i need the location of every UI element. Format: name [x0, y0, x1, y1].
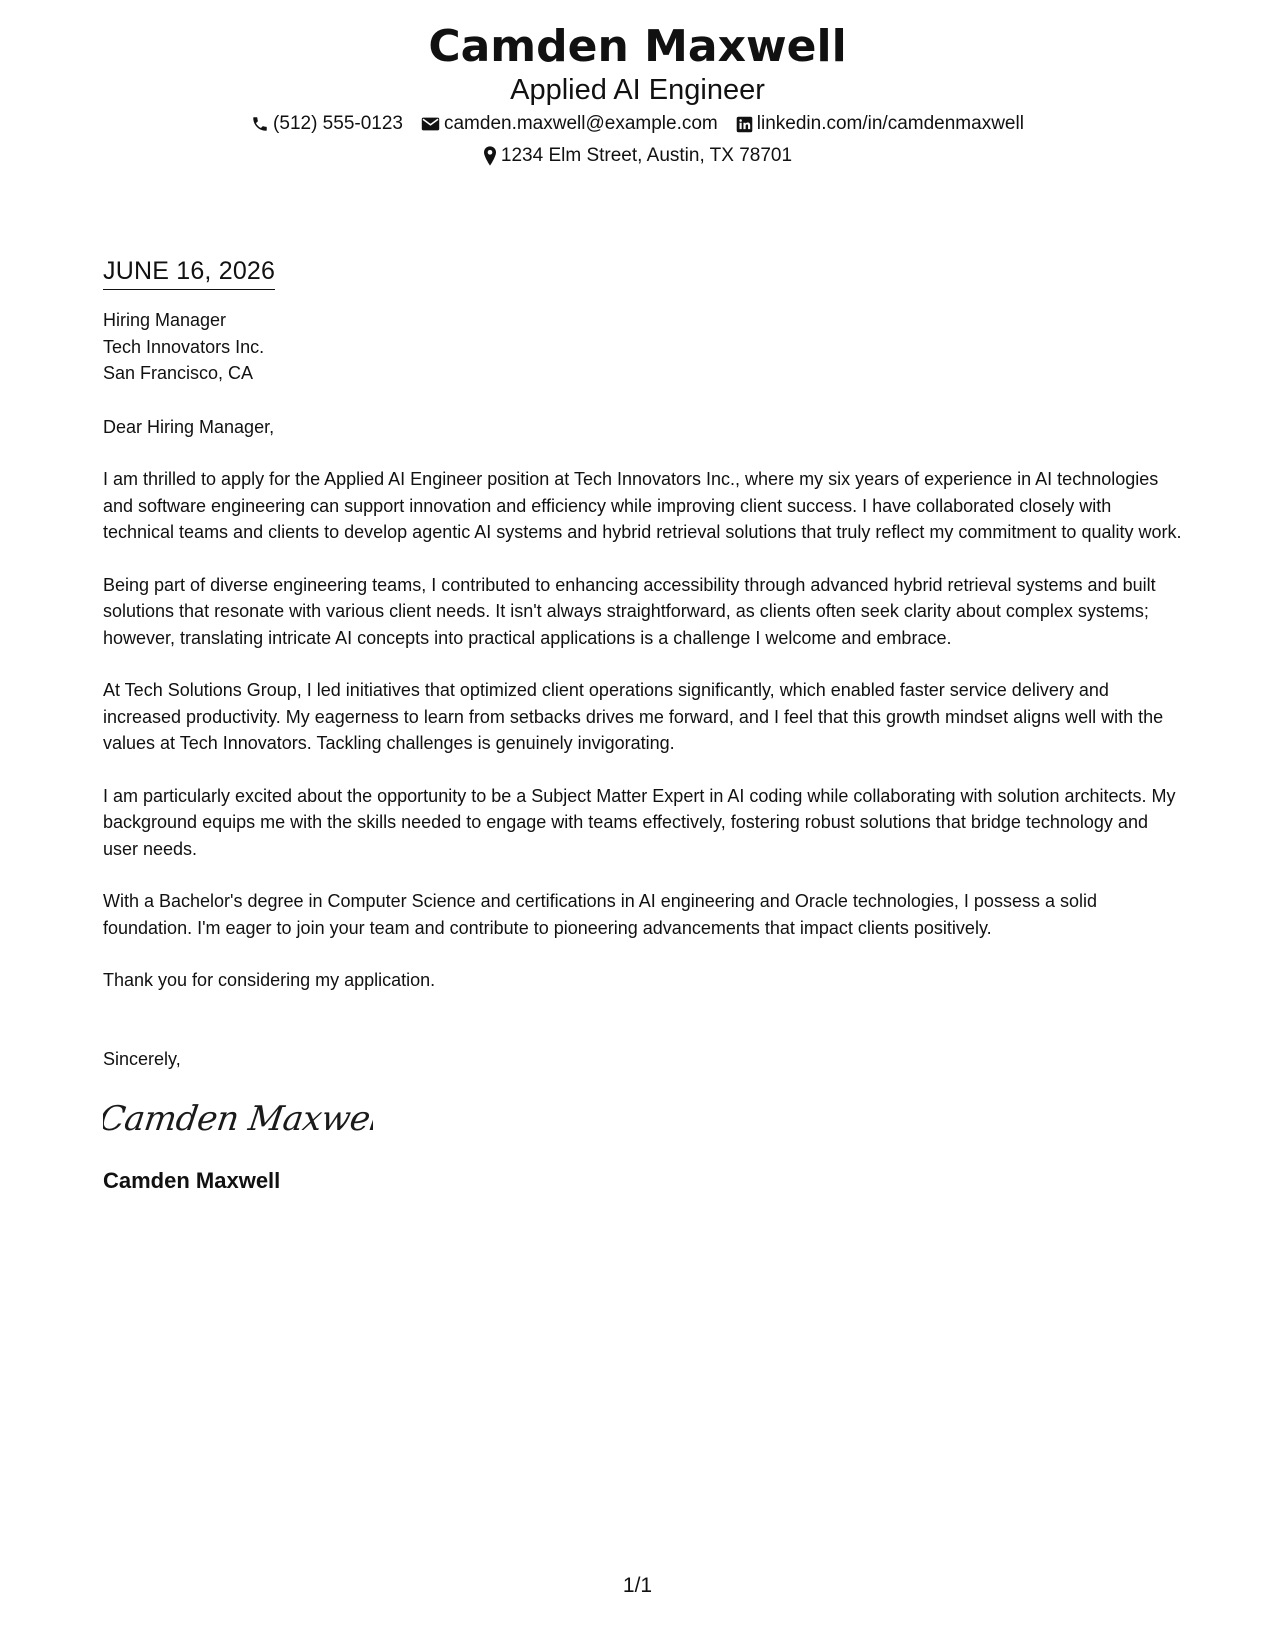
email-link[interactable]: camden.maxwell@example.com	[443, 113, 718, 134]
contact-linkedin[interactable]	[736, 110, 1024, 138]
paragraph-text: I am thrilled to apply for the Applied AI Engineer position at Tech Innovators Inc., where my six years of experience in AI technologies and software engineering can support innovation and efficiency while improving client success. I have collaborated closely with technical teams and clients to develop agentic AI systems and hybrid retrieval solutions that truly reflect my commitment to quality work.	[103, 469, 1182, 542]
applicant-name: Camden Maxwell	[428, 21, 847, 72]
paragraph-6	[103, 967, 1183, 994]
envelope-icon	[421, 116, 440, 132]
recipient-title: Hiring Manager	[103, 310, 227, 330]
linkedin-link[interactable]: linkedin.com/in/camdenmaxwell	[756, 113, 1024, 134]
linkedin-icon	[736, 116, 753, 133]
contact-phone	[251, 110, 403, 138]
paragraph-text: Being part of diverse engineering teams, I contributed to enhancing accessibility through advanced hybrid retrieval systems and built solutions that resonate with various client needs. It isn't always straightforward, as clients often seek clarity about complex systems; however, translating intricate AI concepts into practical applications is a challenge I welcome and embrace.	[103, 574, 1156, 648]
handwritten-signature	[103, 1092, 1183, 1146]
contact-address	[483, 142, 792, 170]
salutation: Dear Hiring Manager,	[103, 416, 275, 437]
applicant-role: Applied AI Engineer	[510, 74, 765, 106]
paragraph-2	[103, 572, 1183, 652]
paragraph-text: I am particularly excited about the opportunity to be a Subject Matter Expert in AI coding while collaborating with solution architects. My background equips me with the skills needed to engage with teams effectively, fostering robust solutions that bridge technology and user needs.	[103, 785, 1176, 859]
map-pin-icon	[483, 146, 497, 166]
paragraph-4	[103, 783, 1183, 863]
signer-name: Camden Maxwell	[103, 1168, 281, 1193]
signature-glyphs: Camden Maxwell	[103, 1099, 373, 1139]
paragraph-text: Thank you for considering my application.	[103, 970, 436, 990]
phone-icon	[251, 115, 269, 133]
paragraph-text: At Tech Solutions Group, I led initiatives that optimized client operations significantly, which enabled faster service delivery and increased productivity. My eagerness to learn from setbacks drives me forward, and I feel that this growth mindset aligns well with the values at Tech Innovators. Tackling challenges is genuinely invigorating.	[103, 680, 1164, 753]
recipient-company: Tech Innovators Inc.	[103, 336, 265, 357]
paragraph-1	[103, 466, 1183, 546]
closing: Sincerely,	[103, 1048, 181, 1069]
contact-row-secondary	[0, 142, 1275, 170]
paragraph-text: With a Bachelor's degree in Computer Science and certifications in AI engineering and Oracle technologies, I possess a solid foundation. I'm eager to join your team and contribute to pioneering advancements that impact clients positively.	[103, 891, 1097, 938]
page-number: 1/1	[622, 1574, 653, 1597]
date-block	[103, 254, 1183, 290]
paragraph-5	[103, 888, 1183, 941]
recipient-location: San Francisco, CA	[103, 363, 254, 383]
contact-email[interactable]	[421, 110, 718, 138]
address-text: 1234 Elm Street, Austin, TX 78701	[500, 145, 793, 166]
phone-text: (512) 555-0123	[273, 113, 403, 134]
contact-row-primary	[0, 110, 1275, 138]
letter-header	[0, 20, 1275, 170]
recipient-block	[103, 307, 1183, 387]
paragraph-3	[103, 677, 1183, 757]
letter-body	[103, 254, 1183, 1196]
letter-date: JUNE 16, 2026	[103, 254, 275, 290]
